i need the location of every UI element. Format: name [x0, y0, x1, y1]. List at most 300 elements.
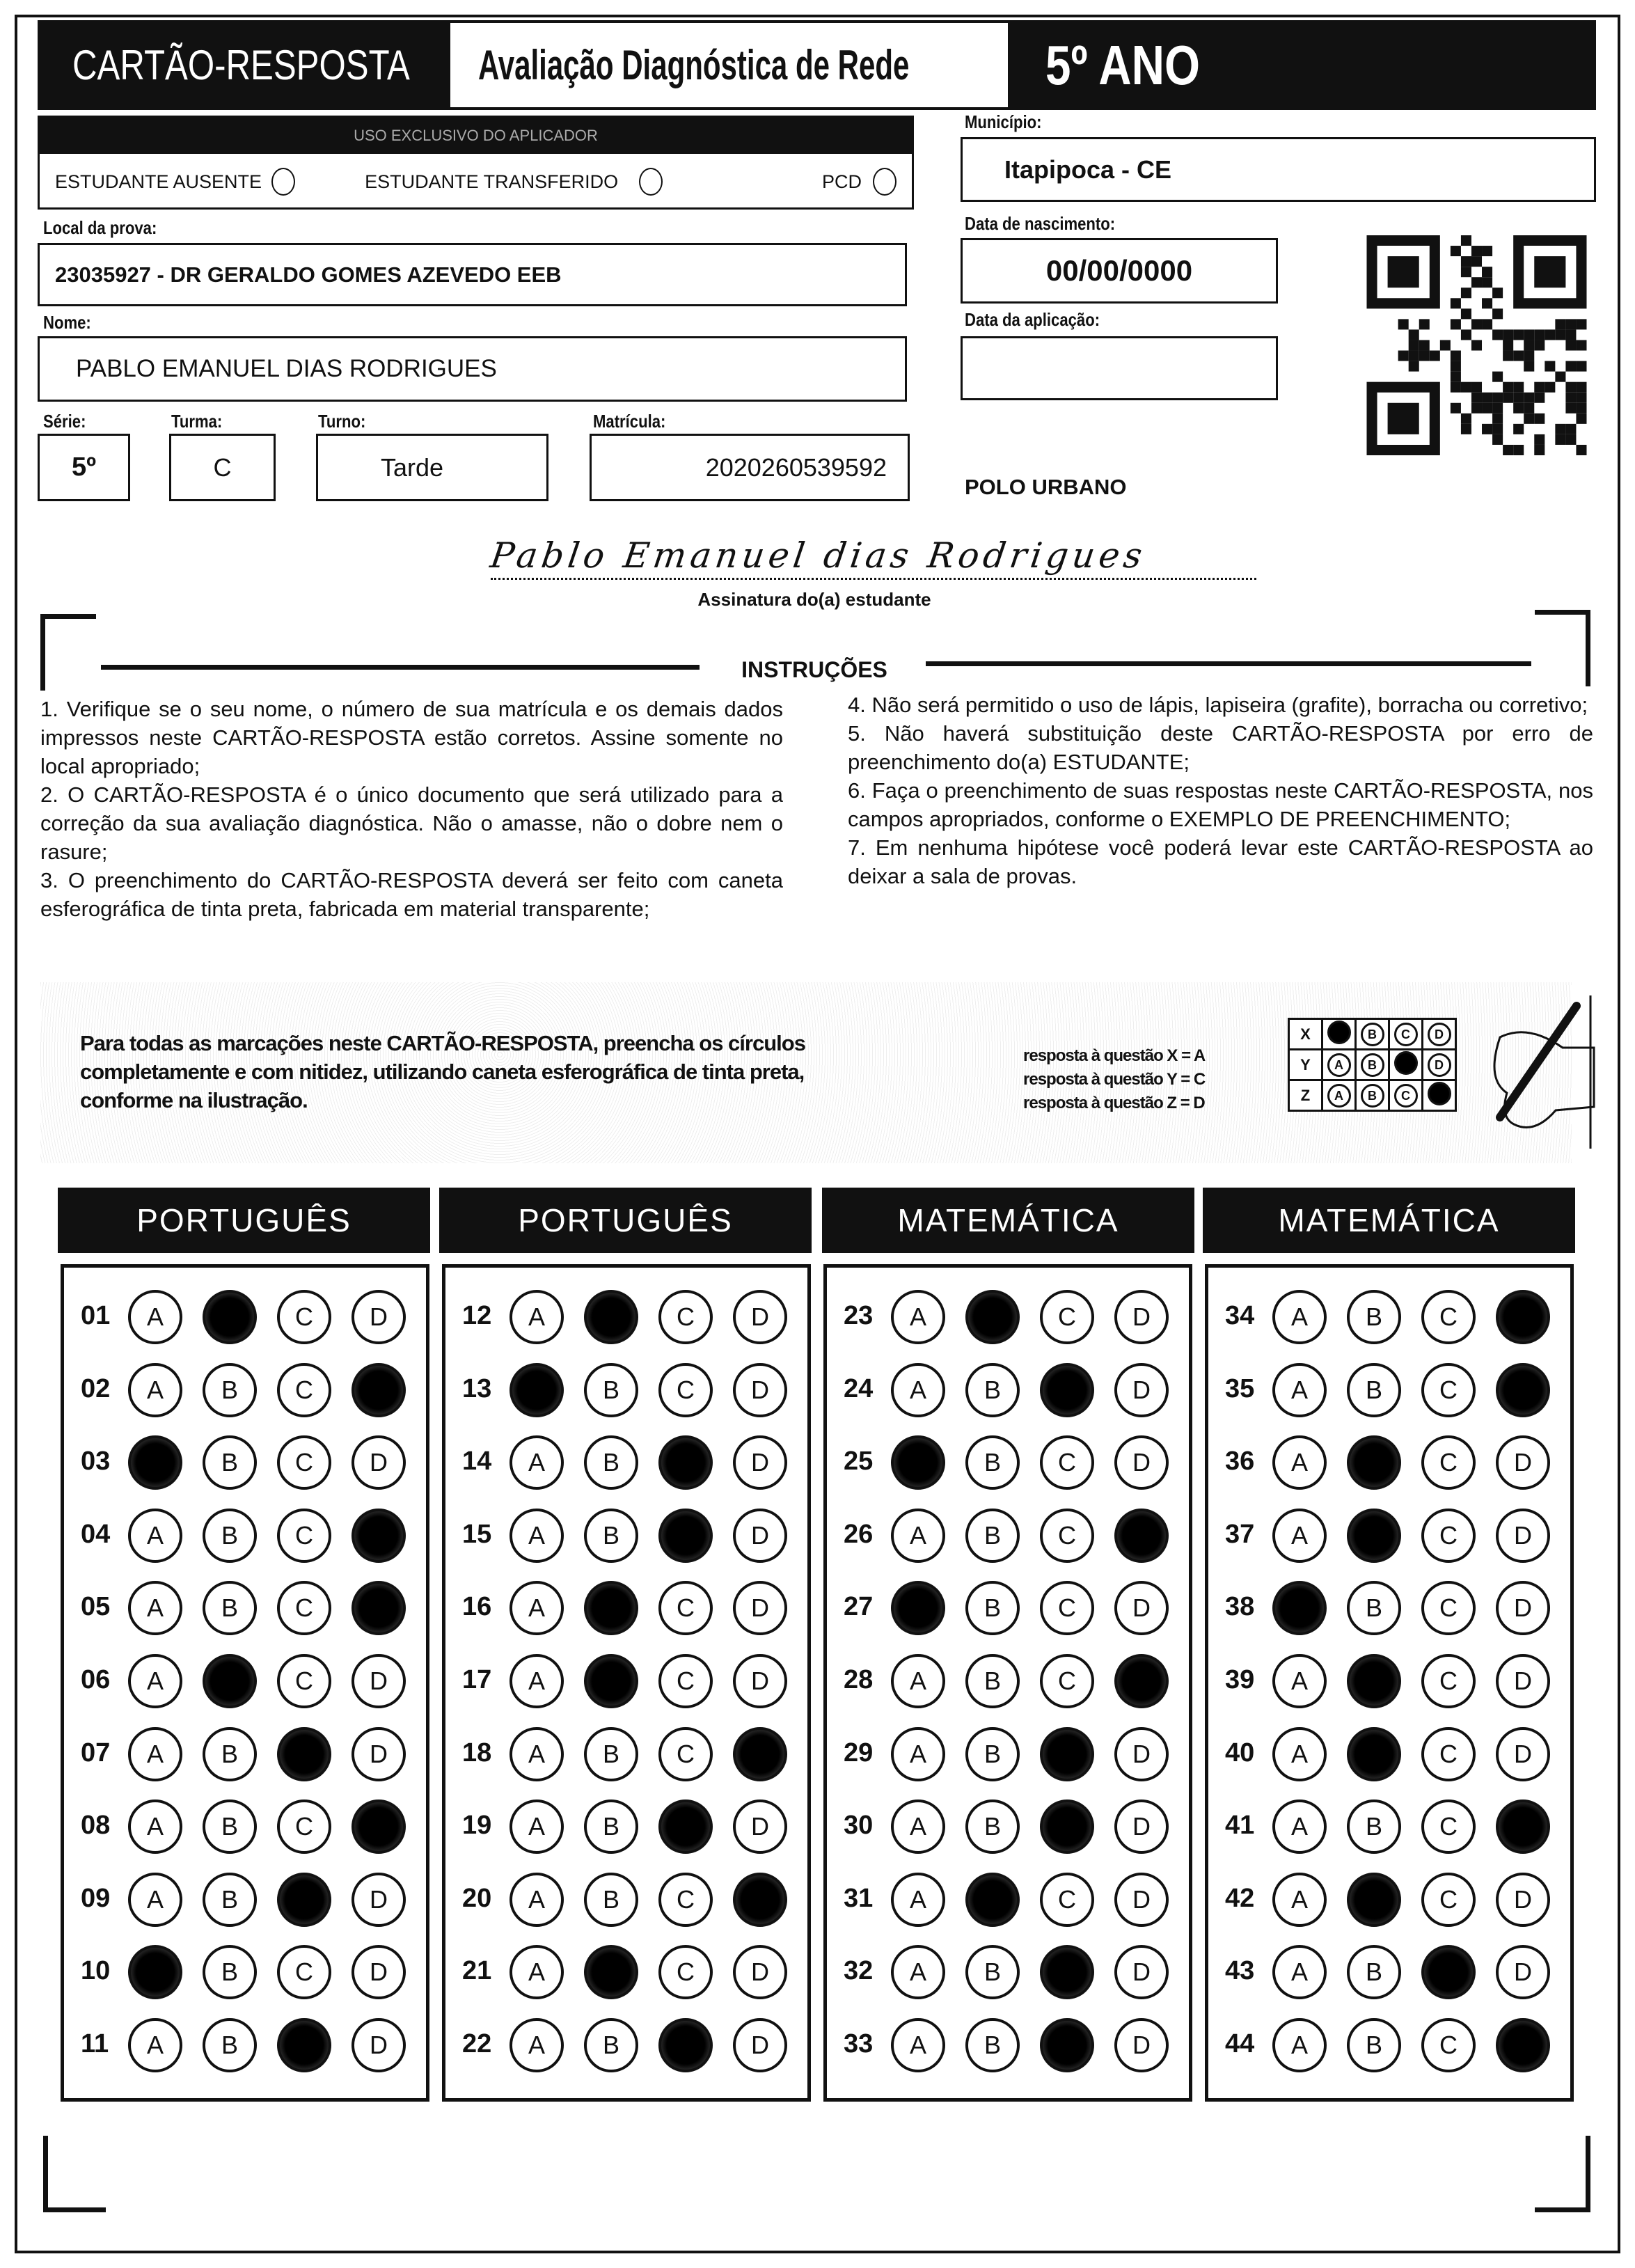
answer-bubble-q23-c[interactable]: C: [1040, 1290, 1094, 1344]
answer-bubble-q17-a[interactable]: A: [510, 1654, 564, 1708]
answer-bubble-q3-b[interactable]: B: [203, 1435, 257, 1490]
answer-bubble-q29-b[interactable]: B: [965, 1727, 1020, 1781]
birthdate-field: 00/00/0000: [961, 238, 1278, 304]
answer-bubble-q2-b[interactable]: B: [203, 1363, 257, 1417]
answer-bubble-q12-b[interactable]: [584, 1290, 638, 1344]
answer-bubble-q11-a[interactable]: A: [128, 2018, 182, 2072]
answer-bubble-q33-a[interactable]: A: [891, 2018, 945, 2072]
question-number: 16: [462, 1592, 492, 1622]
answer-bubble-q12-d[interactable]: D: [733, 1290, 787, 1344]
answer-bubble-q25-c[interactable]: C: [1040, 1435, 1094, 1490]
application-date-field: [961, 336, 1278, 400]
answer-bubble-q25-a[interactable]: [891, 1435, 945, 1490]
question-number: 32: [844, 1956, 874, 1986]
answer-bubble-q41-a[interactable]: A: [1272, 1800, 1327, 1854]
absent-label: ESTUDANTE AUSENTE: [55, 171, 262, 192]
answer-bubble-q26-a[interactable]: A: [891, 1509, 945, 1563]
answer-bubble-q20-d[interactable]: [733, 1873, 787, 1927]
question-number: 25: [844, 1447, 874, 1476]
answer-bubble-q20-c[interactable]: C: [658, 1873, 713, 1927]
card-title-block: [38, 20, 448, 110]
corner-mark-bottom-left: [43, 2136, 106, 2212]
question-number: 11: [81, 2029, 109, 2058]
answer-bubble-q20-a[interactable]: A: [510, 1873, 564, 1927]
answer-bubble-q12-c[interactable]: C: [658, 1290, 713, 1344]
answer-bubble-q12-a[interactable]: A: [510, 1290, 564, 1344]
answer-bubble-q36-b[interactable]: [1347, 1435, 1401, 1490]
example-row: [1289, 1019, 1456, 1050]
local-field: 23035927 - DR GERALDO GOMES AZEVEDO EEB: [38, 243, 907, 306]
example-row: [1289, 1050, 1456, 1080]
answer-bubble-q35-b[interactable]: B: [1347, 1363, 1401, 1417]
answer-bubble-q35-a[interactable]: A: [1272, 1363, 1327, 1417]
answer-bubble-q5-b[interactable]: B: [203, 1581, 257, 1635]
answer-bubble-q39-a[interactable]: A: [1272, 1654, 1327, 1708]
answer-bubble-q14-b[interactable]: B: [584, 1435, 638, 1490]
question-number: 23: [844, 1301, 874, 1330]
local-label: Local da prova:: [43, 217, 157, 238]
answer-bubble-q37-d[interactable]: D: [1496, 1509, 1550, 1563]
serie-field: 5º: [38, 434, 130, 501]
question-number: 09: [81, 1883, 111, 1913]
instruction-4: 4. Não será permitido o uso de lápis, lapiseira (grafite), borracha ou corretivo;: [848, 693, 1588, 717]
answer-bubble-q15-c[interactable]: [658, 1509, 713, 1563]
answer-bubble-q23-d[interactable]: D: [1114, 1290, 1169, 1344]
municipio-label: Município:: [965, 111, 1042, 132]
turma-field: C: [169, 434, 276, 501]
answer-bubble-q7-b[interactable]: B: [203, 1727, 257, 1781]
answer-bubble-q10-d[interactable]: D: [352, 1945, 406, 1999]
question-number: 13: [462, 1373, 492, 1403]
answer-bubble-q24-c[interactable]: [1040, 1363, 1094, 1417]
instruction-2: 2. O CARTÃO-RESPOSTA é o único documento que será utilizado para a correção da sua avaliação diagnóstica. Não o amasse, não o dobre nem o rasure;: [40, 782, 783, 864]
answer-bubble-q42-a[interactable]: A: [1272, 1873, 1327, 1927]
instruction-3: 3. O preenchimento do CARTÃO-RESPOSTA deverá ser feito com caneta esferográfica de tinta preta, fabricada em material transparente;: [40, 868, 783, 921]
example-bubble-d: D: [1428, 1023, 1451, 1046]
answer-bubble-q39-c[interactable]: C: [1421, 1654, 1476, 1708]
answer-block: [442, 1264, 811, 2102]
answer-bubble-q41-c[interactable]: C: [1421, 1800, 1476, 1854]
question-number: 30: [844, 1811, 874, 1841]
answer-bubble-q40-c[interactable]: C: [1421, 1727, 1476, 1781]
answer-bubble-q13-d[interactable]: D: [733, 1363, 787, 1417]
answer-bubble-q2-d[interactable]: [352, 1363, 406, 1417]
answer-bubble-q40-b[interactable]: [1347, 1727, 1401, 1781]
question-number: 33: [844, 2029, 874, 2058]
question-number: 43: [1225, 1956, 1255, 1986]
applicator-box: [38, 116, 914, 210]
answer-bubble-q1-a[interactable]: A: [128, 1290, 182, 1344]
example-bubble-a: [1327, 1021, 1351, 1044]
answer-bubble-q24-a[interactable]: A: [891, 1363, 945, 1417]
question-number: 15: [462, 1519, 492, 1549]
question-number: 21: [462, 1956, 492, 1986]
answer-bubble-q36-a[interactable]: A: [1272, 1435, 1327, 1490]
answer-bubble-q7-a[interactable]: A: [128, 1727, 182, 1781]
question-number: 08: [81, 1811, 111, 1841]
municipio-field: Itapipoca - CE: [961, 137, 1596, 202]
example-bubble-a: A: [1327, 1084, 1351, 1108]
answer-bubble-q31-d[interactable]: D: [1114, 1873, 1169, 1927]
section-header: PORTUGUÊS: [58, 1188, 430, 1253]
answer-bubble-q29-d[interactable]: D: [1114, 1727, 1169, 1781]
answer-bubble-q35-c[interactable]: C: [1421, 1363, 1476, 1417]
answer-bubble-q30-c[interactable]: [1040, 1800, 1094, 1854]
question-number: 03: [81, 1447, 111, 1476]
answer-bubble-q32-d[interactable]: D: [1114, 1945, 1169, 1999]
instructions-right: [848, 691, 1593, 890]
question-number: 34: [1225, 1301, 1255, 1330]
answer-bubble-q30-d[interactable]: D: [1114, 1800, 1169, 1854]
question-number: 35: [1225, 1373, 1255, 1403]
answer-bubble-q27-a[interactable]: [891, 1581, 945, 1635]
answer-bubble-q34-c[interactable]: C: [1421, 1290, 1476, 1344]
answer-bubble-q8-a[interactable]: A: [128, 1800, 182, 1854]
answer-bubble-q43-b[interactable]: B: [1347, 1945, 1401, 1999]
answer-bubble-q16-a[interactable]: A: [510, 1581, 564, 1635]
answer-bubble-q26-c[interactable]: C: [1040, 1509, 1094, 1563]
question-number: 24: [844, 1373, 874, 1403]
answer-bubble-q38-a[interactable]: [1272, 1581, 1327, 1635]
answer-bubble-q3-a[interactable]: [128, 1435, 182, 1490]
exam-name: Avaliação Diagnóstica de Rede: [478, 42, 910, 88]
answer-bubble-q29-c[interactable]: [1040, 1727, 1094, 1781]
instruction-7: 7. Em nenhuma hipótese você poderá levar este CARTÃO-RESPOSTA ao deixar a sala de provas.: [848, 835, 1593, 888]
answer-bubble-q43-c[interactable]: [1421, 1945, 1476, 1999]
answer-bubble-q32-c[interactable]: [1040, 1945, 1094, 1999]
answer-bubble-q27-b[interactable]: B: [965, 1581, 1020, 1635]
matricula-label: Matrícula:: [593, 411, 666, 432]
answer-bubble-q34-b[interactable]: B: [1347, 1290, 1401, 1344]
answer-bubble-q39-d[interactable]: D: [1496, 1654, 1550, 1708]
answer-bubble-q31-c[interactable]: C: [1040, 1873, 1094, 1927]
section-header: PORTUGUÊS: [439, 1188, 812, 1253]
answer-bubble-q18-b[interactable]: B: [584, 1727, 638, 1781]
question-number: 41: [1225, 1811, 1255, 1841]
answer-bubble-q35-d[interactable]: [1496, 1363, 1550, 1417]
answer-bubble-q36-c[interactable]: C: [1421, 1435, 1476, 1490]
question-number: 29: [844, 1738, 874, 1767]
question-number: 01: [81, 1301, 111, 1330]
question-number: 18: [462, 1738, 492, 1767]
answer-bubble-q41-b[interactable]: B: [1347, 1800, 1401, 1854]
answer-bubble-q36-d[interactable]: D: [1496, 1435, 1550, 1490]
answer-bubble-q43-d[interactable]: D: [1496, 1945, 1550, 1999]
question-number: 36: [1225, 1447, 1255, 1476]
example-bubble-c: C: [1394, 1023, 1418, 1046]
question-number: 27: [844, 1592, 874, 1622]
instructions-title: INSTRUÇÕES: [741, 657, 887, 682]
answer-bubble-q28-c[interactable]: C: [1040, 1654, 1094, 1708]
answer-bubble-q31-a[interactable]: A: [891, 1873, 945, 1927]
card-title: CARTÃO-RESPOSTA: [72, 42, 410, 88]
answer-bubble-q9-d[interactable]: D: [352, 1873, 406, 1927]
answer-bubble-q42-d[interactable]: D: [1496, 1873, 1550, 1927]
answer-bubble-q32-b[interactable]: B: [965, 1945, 1020, 1999]
question-number: 12: [462, 1301, 492, 1330]
answer-bubble-q38-c[interactable]: C: [1421, 1581, 1476, 1635]
absent-checkbox[interactable]: [271, 168, 295, 196]
answer-bubble-q40-a[interactable]: A: [1272, 1727, 1327, 1781]
answer-bubble-q30-a[interactable]: A: [891, 1800, 945, 1854]
answer-bubble-q5-a[interactable]: A: [128, 1581, 182, 1635]
example-bubble-c: C: [1394, 1084, 1418, 1108]
answer-bubble-q14-a[interactable]: A: [510, 1435, 564, 1490]
answer-bubble-q22-d[interactable]: D: [733, 2018, 787, 2072]
answer-bubble-q17-c[interactable]: C: [658, 1654, 713, 1708]
question-number: 22: [462, 2029, 492, 2058]
answer-bubble-q6-b[interactable]: [203, 1654, 257, 1708]
answer-bubble-q25-b[interactable]: B: [965, 1435, 1020, 1490]
answer-bubble-q19-b[interactable]: B: [584, 1800, 638, 1854]
question-number: 05: [81, 1592, 111, 1622]
instructions-rule-left: [101, 665, 700, 670]
answer-bubble-q19-a[interactable]: A: [510, 1800, 564, 1854]
example-bubble-b: B: [1361, 1023, 1384, 1046]
answer-bubble-q15-d[interactable]: D: [733, 1509, 787, 1563]
answer-bubble-q5-d[interactable]: [352, 1581, 406, 1635]
turma-label: Turma:: [171, 411, 223, 432]
answer-bubble-q7-d[interactable]: D: [352, 1727, 406, 1781]
question-number: 06: [81, 1665, 111, 1694]
application-date-label: Data da aplicação:: [965, 309, 1100, 330]
question-number: 07: [81, 1738, 111, 1767]
corner-mark-top-left: [40, 614, 96, 691]
answer-bubble-q10-c[interactable]: C: [277, 1945, 331, 1999]
answer-bubble-q6-a[interactable]: A: [128, 1654, 182, 1708]
answer-bubble-q37-a[interactable]: A: [1272, 1509, 1327, 1563]
question-number: 02: [81, 1373, 111, 1403]
answer-bubble-q11-c[interactable]: [277, 2018, 331, 2072]
birthdate-label: Data de nascimento:: [965, 213, 1116, 234]
answer-bubble-q38-b[interactable]: B: [1347, 1581, 1401, 1635]
example-bubble-d: [1428, 1082, 1451, 1105]
polo-label: POLO URBANO: [965, 475, 1127, 499]
corner-mark-top-right: [1535, 610, 1590, 686]
answer-bubble-q4-c[interactable]: C: [277, 1509, 331, 1563]
exam-name-block: [448, 20, 1011, 110]
instructions-rule-right: [926, 661, 1531, 666]
serie-label: Série:: [43, 411, 86, 432]
question-number: 39: [1225, 1665, 1255, 1694]
answer-bubble-q24-d[interactable]: D: [1114, 1363, 1169, 1417]
turno-label: Turno:: [318, 411, 366, 432]
example-bubble-b: B: [1361, 1053, 1384, 1077]
transferred-checkbox[interactable]: [639, 168, 663, 196]
answer-bubble-q28-b[interactable]: B: [965, 1654, 1020, 1708]
qr-code-icon: [1365, 235, 1588, 455]
answer-bubble-q15-a[interactable]: A: [510, 1509, 564, 1563]
answer-bubble-q44-d[interactable]: [1496, 2018, 1550, 2072]
question-number: 44: [1225, 2029, 1255, 2058]
answer-bubble-q1-d[interactable]: D: [352, 1290, 406, 1344]
question-number: 26: [844, 1519, 874, 1549]
pcd-checkbox[interactable]: [873, 168, 897, 196]
instruction-5: 5. Não haverá substituição deste CARTÃO-RESPOSTA por erro de preenchimento do(a) ESTUDANTE;: [848, 721, 1593, 774]
answer-bubble-q4-b[interactable]: B: [203, 1509, 257, 1563]
signature: Pablo Emanuel dias Rodrigues: [487, 535, 1149, 576]
answer-bubble-q15-b[interactable]: B: [584, 1509, 638, 1563]
answer-bubble-q27-d[interactable]: D: [1114, 1581, 1169, 1635]
answer-bubble-q19-c[interactable]: [658, 1800, 713, 1854]
answer-bubble-q8-c[interactable]: C: [277, 1800, 331, 1854]
answer-bubble-q32-a[interactable]: A: [891, 1945, 945, 1999]
answer-bubble-q18-d[interactable]: [733, 1727, 787, 1781]
question-number: 38: [1225, 1592, 1255, 1622]
grade-label: 5º ANO: [1045, 33, 1201, 96]
answer-block: [823, 1264, 1192, 2102]
answer-bubble-q28-a[interactable]: A: [891, 1654, 945, 1708]
question-number: 19: [462, 1811, 492, 1841]
signature-line: [491, 578, 1256, 580]
answer-bubble-q1-c[interactable]: C: [277, 1290, 331, 1344]
answer-bubble-q5-c[interactable]: C: [277, 1581, 331, 1635]
example-bubble-b: B: [1361, 1084, 1384, 1108]
answer-bubble-q11-b[interactable]: B: [203, 2018, 257, 2072]
answer-bubble-q33-c[interactable]: [1040, 2018, 1094, 2072]
answer-bubble-q44-b[interactable]: B: [1347, 2018, 1401, 2072]
pcd-label: PCD: [821, 171, 862, 192]
answer-bubble-q26-b[interactable]: B: [965, 1509, 1020, 1563]
answer-bubble-q16-d[interactable]: D: [733, 1581, 787, 1635]
example-bubble-d: D: [1428, 1053, 1451, 1077]
answer-bubble-q1-b[interactable]: [203, 1290, 257, 1344]
answer-bubble-q22-b[interactable]: B: [584, 2018, 638, 2072]
answer-bubble-q30-b[interactable]: B: [965, 1800, 1020, 1854]
example-legend: [1023, 1044, 1274, 1115]
answer-bubble-q38-d[interactable]: D: [1496, 1581, 1550, 1635]
answer-bubble-q23-a[interactable]: A: [891, 1290, 945, 1344]
answer-bubble-q42-c[interactable]: C: [1421, 1873, 1476, 1927]
example-question-label: Z: [1289, 1080, 1322, 1111]
answer-bubble-q13-a[interactable]: [510, 1363, 564, 1417]
answer-bubble-q37-c[interactable]: C: [1421, 1509, 1476, 1563]
answer-bubble-q10-a[interactable]: [128, 1945, 182, 1999]
question-number: 28: [844, 1665, 874, 1694]
answer-block: [61, 1264, 429, 2102]
answer-bubble-q13-b[interactable]: B: [584, 1363, 638, 1417]
transferred-label: ESTUDANTE TRANSFERIDO: [365, 171, 619, 192]
answer-bubble-q6-c[interactable]: C: [277, 1654, 331, 1708]
answer-bubble-q14-c[interactable]: [658, 1435, 713, 1490]
answer-bubble-q8-d[interactable]: [352, 1800, 406, 1854]
answer-bubble-q4-a[interactable]: A: [128, 1509, 182, 1563]
example-question-label: X: [1289, 1019, 1322, 1050]
answer-bubble-q24-b[interactable]: B: [965, 1363, 1020, 1417]
answer-bubble-q42-b[interactable]: [1347, 1873, 1401, 1927]
answer-bubble-q44-c[interactable]: C: [1421, 2018, 1476, 2072]
answer-bubble-q2-c[interactable]: C: [277, 1363, 331, 1417]
question-number: 10: [81, 1956, 111, 1986]
answer-bubble-q8-b[interactable]: B: [203, 1800, 257, 1854]
answer-block: [1205, 1264, 1574, 2102]
question-number: 37: [1225, 1519, 1255, 1549]
answer-bubble-q31-b[interactable]: [965, 1873, 1020, 1927]
example-line-z: resposta à questão Z = D: [1023, 1094, 1205, 1112]
answer-bubble-q7-c[interactable]: [277, 1727, 331, 1781]
instruction-1: 1. Verifique se o seu nome, o número de sua matrícula e os demais dados impressos neste CARTÃO-RESPOSTA estão corretos. Assine somente no local apropriado;: [40, 697, 783, 778]
answer-bubble-q21-c[interactable]: C: [658, 1945, 713, 1999]
answer-bubble-q33-d[interactable]: D: [1114, 2018, 1169, 2072]
answer-bubble-q9-c[interactable]: [277, 1873, 331, 1927]
question-number: 14: [462, 1447, 492, 1476]
answer-bubble-q44-a[interactable]: A: [1272, 2018, 1327, 2072]
answer-bubble-q3-c[interactable]: C: [277, 1435, 331, 1490]
section-header: MATEMÁTICA: [1203, 1188, 1575, 1253]
answer-bubble-q13-c[interactable]: C: [658, 1363, 713, 1417]
answer-bubble-q10-b[interactable]: B: [203, 1945, 257, 1999]
answer-bubble-q16-c[interactable]: C: [658, 1581, 713, 1635]
answer-bubble-q16-b[interactable]: [584, 1581, 638, 1635]
answer-bubble-q39-b[interactable]: [1347, 1654, 1401, 1708]
example-question-label: Y: [1289, 1050, 1322, 1080]
answer-bubble-q22-a[interactable]: A: [510, 2018, 564, 2072]
question-number: 31: [844, 1883, 874, 1913]
answer-bubble-q9-b[interactable]: B: [203, 1873, 257, 1927]
matricula-field: 2020260539592: [590, 434, 910, 501]
example-bubble-c: [1394, 1051, 1418, 1075]
answer-bubble-q14-d[interactable]: D: [733, 1435, 787, 1490]
section-header: MATEMÁTICA: [822, 1188, 1194, 1253]
answer-bubble-q11-d[interactable]: D: [352, 2018, 406, 2072]
answer-bubble-q27-c[interactable]: C: [1040, 1581, 1094, 1635]
signature-label: Assinatura do(a) estudante: [697, 589, 931, 610]
answer-bubble-q9-a[interactable]: A: [128, 1873, 182, 1927]
answer-bubble-q22-c[interactable]: [658, 2018, 713, 2072]
question-number: 04: [81, 1519, 111, 1549]
answer-bubble-q17-d[interactable]: D: [733, 1654, 787, 1708]
question-number: 42: [1225, 1883, 1255, 1913]
corner-mark-bottom-right: [1535, 2136, 1590, 2212]
answer-bubble-q23-b[interactable]: [965, 1290, 1020, 1344]
answer-bubble-q25-d[interactable]: D: [1114, 1435, 1169, 1490]
example-bubble-a: A: [1327, 1053, 1351, 1077]
answer-bubble-q28-d[interactable]: [1114, 1654, 1169, 1708]
grade-block: [1011, 20, 1596, 110]
answer-bubble-q6-d[interactable]: D: [352, 1654, 406, 1708]
answer-bubble-q34-a[interactable]: A: [1272, 1290, 1327, 1344]
answer-bubble-q21-d[interactable]: D: [733, 1945, 787, 1999]
answer-bubble-q17-b[interactable]: [584, 1654, 638, 1708]
answer-bubble-q41-d[interactable]: [1496, 1800, 1550, 1854]
answer-bubble-q19-d[interactable]: D: [733, 1800, 787, 1854]
question-number: 20: [462, 1883, 492, 1913]
answer-bubble-q29-a[interactable]: A: [891, 1727, 945, 1781]
answer-bubble-q37-b[interactable]: [1347, 1509, 1401, 1563]
example-text: Para todas as marcações neste CARTÃO-RESPOSTA, preencha os círculos completamente e com nitidez, utilizando caneta esferográfica de tinta preta, conforme na ilustração.: [80, 1031, 805, 1112]
instruction-6: 6. Faça o preenchimento de suas respostas neste CARTÃO-RESPOSTA, nos campos apropriados, conforme o EXEMPLO DE PREENCHIMENTO;: [848, 778, 1593, 831]
name-field: PABLO EMANUEL DIAS RODRIGUES: [38, 336, 907, 402]
hand-pen-icon: [1479, 995, 1597, 1149]
answer-bubble-q21-a[interactable]: A: [510, 1945, 564, 1999]
answer-bubble-q4-d[interactable]: [352, 1509, 406, 1563]
answer-bubble-q18-a[interactable]: A: [510, 1727, 564, 1781]
turno-field: Tarde: [316, 434, 548, 501]
answer-bubble-q3-d[interactable]: D: [352, 1435, 406, 1490]
name-label: Nome:: [43, 312, 91, 333]
example-line-x: resposta à questão X = A: [1023, 1046, 1206, 1065]
answer-bubble-q26-d[interactable]: [1114, 1509, 1169, 1563]
answer-bubble-q40-d[interactable]: D: [1496, 1727, 1550, 1781]
question-number: 17: [462, 1665, 492, 1694]
answer-bubble-q18-c[interactable]: C: [658, 1727, 713, 1781]
answer-bubble-q43-a[interactable]: A: [1272, 1945, 1327, 1999]
answer-bubble-q34-d[interactable]: [1496, 1290, 1550, 1344]
answer-bubble-q2-a[interactable]: A: [128, 1363, 182, 1417]
answer-bubble-q20-b[interactable]: B: [584, 1873, 638, 1927]
answer-bubble-q33-b[interactable]: B: [965, 2018, 1020, 2072]
answer-bubble-q21-b[interactable]: [584, 1945, 638, 1999]
